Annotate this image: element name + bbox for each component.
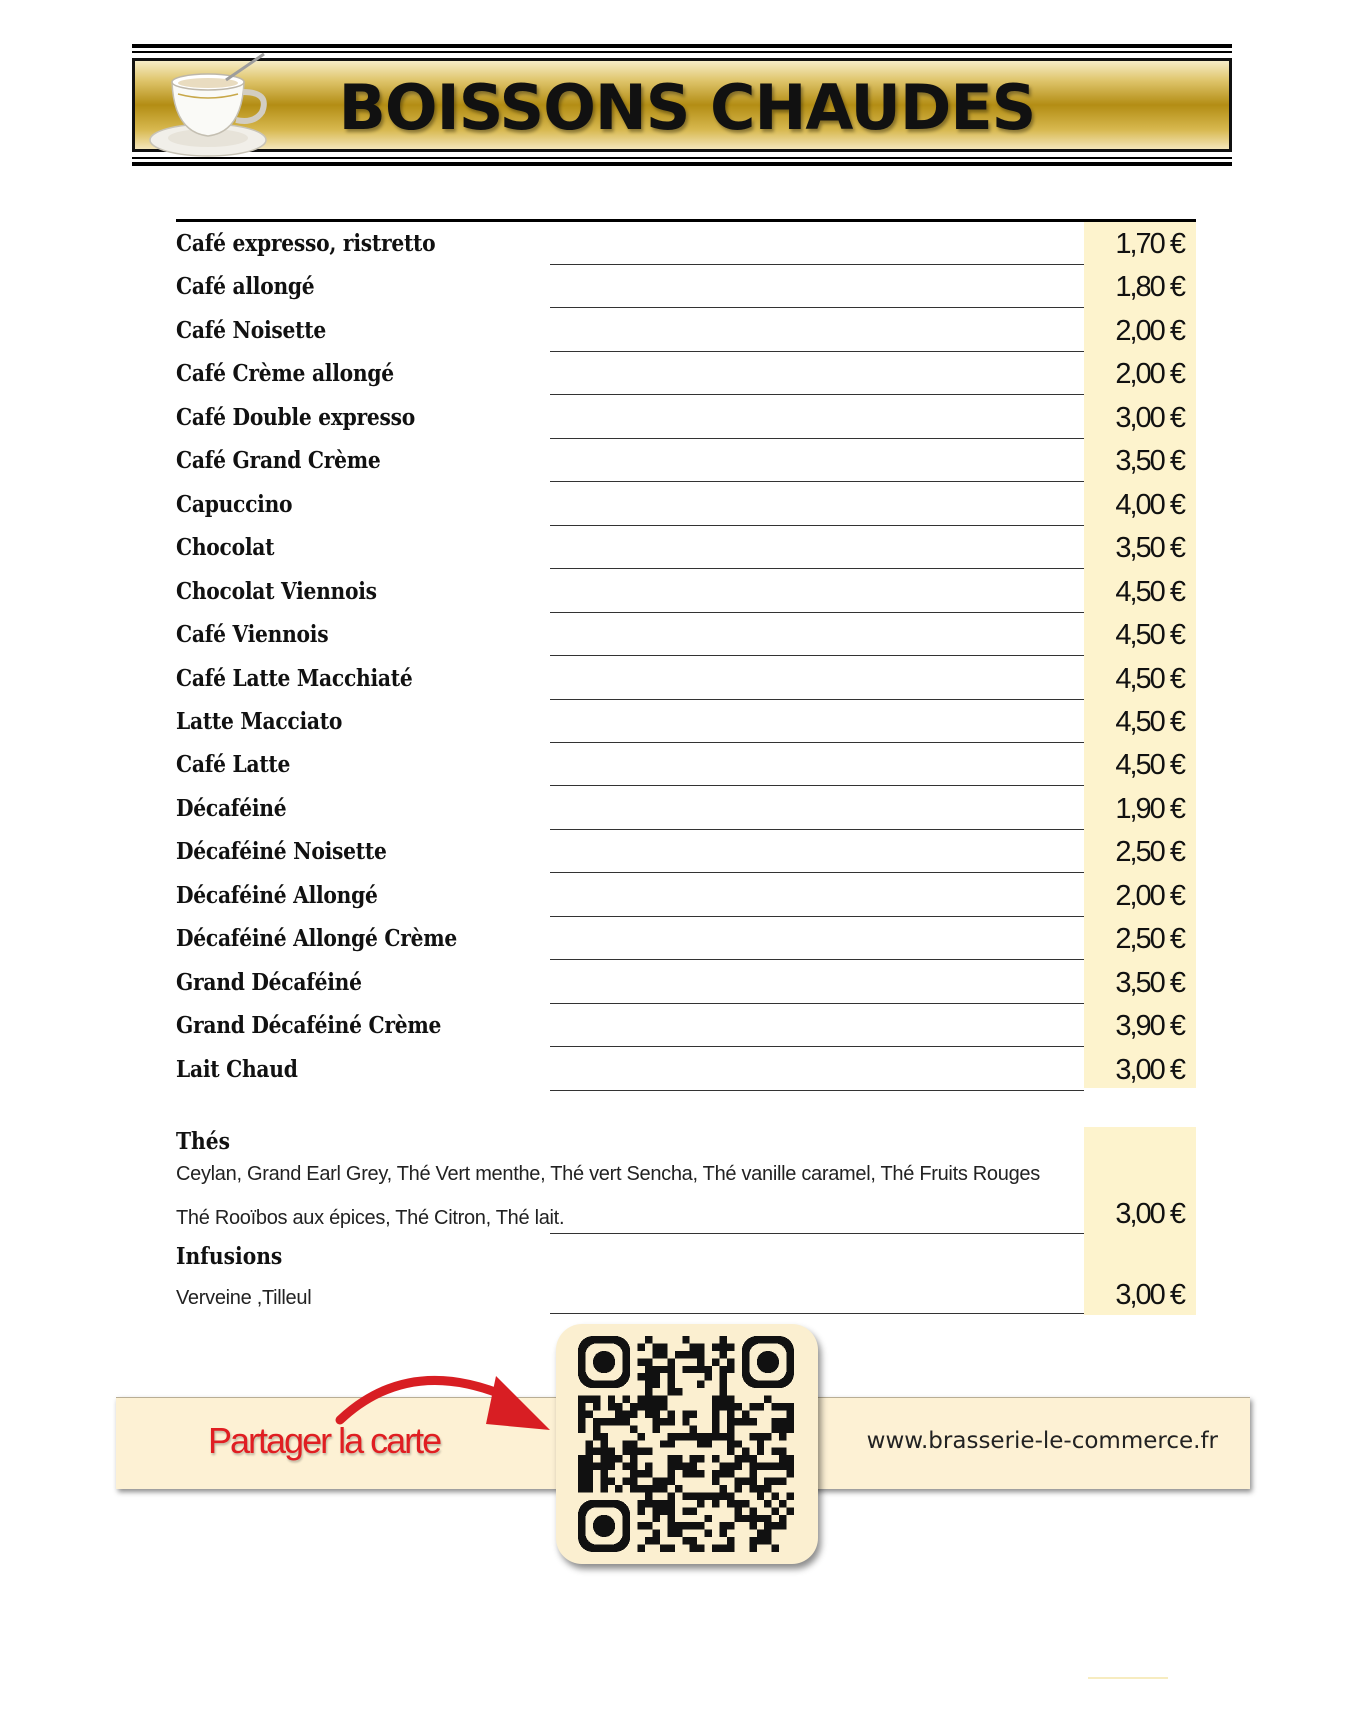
infusions-title: Infusions [176, 1243, 283, 1270]
menu-item-line [550, 612, 1084, 613]
curved-arrow-icon [320, 1358, 560, 1468]
menu-item-name: Café Grand Crème [176, 447, 381, 475]
menu-item-line [550, 916, 1084, 917]
menu-item-row [176, 311, 1196, 354]
teas-title: Thés [176, 1128, 231, 1155]
menu-item-line [550, 438, 1084, 439]
menu-item-row [176, 267, 1196, 310]
menu-item-price: 2,50 € [1115, 836, 1184, 869]
menu-item-row [176, 876, 1196, 919]
qr-code-icon[interactable] [570, 1336, 802, 1552]
menu-item-name: Café Latte [176, 751, 291, 779]
banner-bottom-rule [132, 162, 1232, 166]
menu-item-price: 2,00 € [1115, 358, 1184, 391]
menu-item-price: 4,50 € [1115, 662, 1184, 695]
teas-price: 3,00 € [1115, 1198, 1184, 1230]
page-title: BOISSONS CHAUDES [338, 71, 1036, 144]
menu-item-name: Lait Chaud [176, 1055, 298, 1083]
menu-item-row [176, 789, 1196, 832]
menu-item-price: 2,00 € [1115, 879, 1184, 912]
menu-item-name: Café Latte Macchiaté [176, 664, 413, 692]
menu-item-price: 3,50 € [1115, 532, 1184, 565]
menu-item-line [550, 307, 1084, 308]
menu-item-line [550, 525, 1084, 526]
menu-item-row [176, 615, 1196, 658]
menu-item-price: 4,50 € [1115, 749, 1184, 782]
menu-item-row [176, 528, 1196, 571]
menu-item-price: 3,00 € [1115, 1053, 1184, 1086]
infusions-dotted-line [550, 1313, 1084, 1314]
menu-item-price: 1,70 € [1115, 228, 1184, 260]
menu-item-row [176, 1006, 1196, 1049]
menu-item-line [550, 568, 1084, 569]
menu-item-price: 4,50 € [1115, 619, 1184, 652]
teas-dotted-line [550, 1233, 1084, 1234]
menu-item-price: 1,80 € [1115, 271, 1184, 304]
menu-item-price: 3,50 € [1115, 966, 1184, 999]
menu-item-price: 3,00 € [1115, 401, 1184, 434]
website-link[interactable]: www.brasserie-le-commerce.fr [866, 1428, 1218, 1454]
menu-item-row [176, 485, 1196, 528]
menu-item-row [176, 832, 1196, 875]
menu-item-name: Café Crème allongé [176, 360, 394, 388]
menu-item-line [550, 742, 1084, 743]
menu-item-line [550, 872, 1084, 873]
menu-item-line [550, 264, 1084, 265]
menu-item-line [550, 699, 1084, 700]
menu-item-name: Décaféiné Noisette [176, 838, 387, 866]
menu-item-row [176, 919, 1196, 962]
menu-item-price: 3,90 € [1115, 1010, 1184, 1043]
bottom-mark [1088, 1677, 1168, 1679]
menu-item-price: 2,00 € [1115, 314, 1184, 347]
menu-item-row [176, 659, 1196, 702]
menu-item-name: Chocolat [176, 534, 275, 562]
menu-item-line [550, 785, 1084, 786]
menu-item-line [550, 1090, 1084, 1091]
menu-item-line [550, 394, 1084, 395]
menu-item-line [550, 655, 1084, 656]
infusions-price: 3,00 € [1115, 1279, 1184, 1311]
menu-item-row [176, 398, 1196, 441]
menu-item-price: 4,50 € [1115, 575, 1184, 608]
menu-item-price: 1,90 € [1115, 792, 1184, 825]
menu-item-row [176, 1050, 1196, 1093]
menu-item-name: Café expresso, ristretto [176, 230, 436, 257]
menu-item-row [176, 354, 1196, 397]
teas-description-line2: Thé Rooïbos aux épices, Thé Citron, Thé lait. [176, 1207, 565, 1229]
list-top-rule [176, 219, 1196, 222]
menu-item-price: 2,50 € [1115, 923, 1184, 956]
menu-item-line [550, 1003, 1084, 1004]
menu-item-name: Décaféiné [176, 794, 287, 822]
coffee-cup-icon [138, 52, 298, 162]
menu-item-row [176, 745, 1196, 788]
menu-item-row [176, 572, 1196, 615]
menu-item-name: Capuccino [176, 490, 293, 518]
menu-item-name: Grand Décaféiné [176, 968, 362, 996]
menu-item-name: Café Noisette [176, 316, 326, 344]
menu-item-name: Grand Décaféiné Crème [176, 1012, 442, 1040]
menu-item-name: Café allongé [176, 273, 315, 301]
share-menu-link[interactable]: Partager la carte [208, 1420, 441, 1461]
menu-item-line [550, 1046, 1084, 1047]
menu-item-row [176, 441, 1196, 484]
menu-item-name: Café Double expresso [176, 403, 416, 431]
banner-top-rule [132, 44, 1232, 48]
menu-item-name: Latte Macciato [176, 707, 343, 735]
menu-item-line [550, 351, 1084, 352]
infusions-description: Verveine ,Tilleul [176, 1287, 312, 1309]
menu-item-line [550, 481, 1084, 482]
menu-item-line [550, 959, 1084, 960]
menu-item-line [550, 829, 1084, 830]
menu-item-name: Chocolat Viennois [176, 577, 377, 605]
menu-item-price: 3,50 € [1115, 445, 1184, 478]
menu-item-name: Décaféiné Allongé Crème [176, 925, 458, 953]
menu-item-price: 4,50 € [1115, 705, 1184, 738]
menu-item-name: Café Viennois [176, 621, 329, 649]
teas-description-line1: Ceylan, Grand Earl Grey, Thé Vert menthe, Thé vert Sencha, Thé vanille caramel, Thé Fruits Rouges [176, 1163, 1040, 1185]
menu-item-price: 4,00 € [1115, 488, 1184, 521]
menu-item-row [176, 963, 1196, 1006]
menu-item-name: Décaféiné Allongé [176, 881, 378, 909]
menu-item-row [176, 702, 1196, 745]
menu-item-row [176, 224, 1196, 267]
